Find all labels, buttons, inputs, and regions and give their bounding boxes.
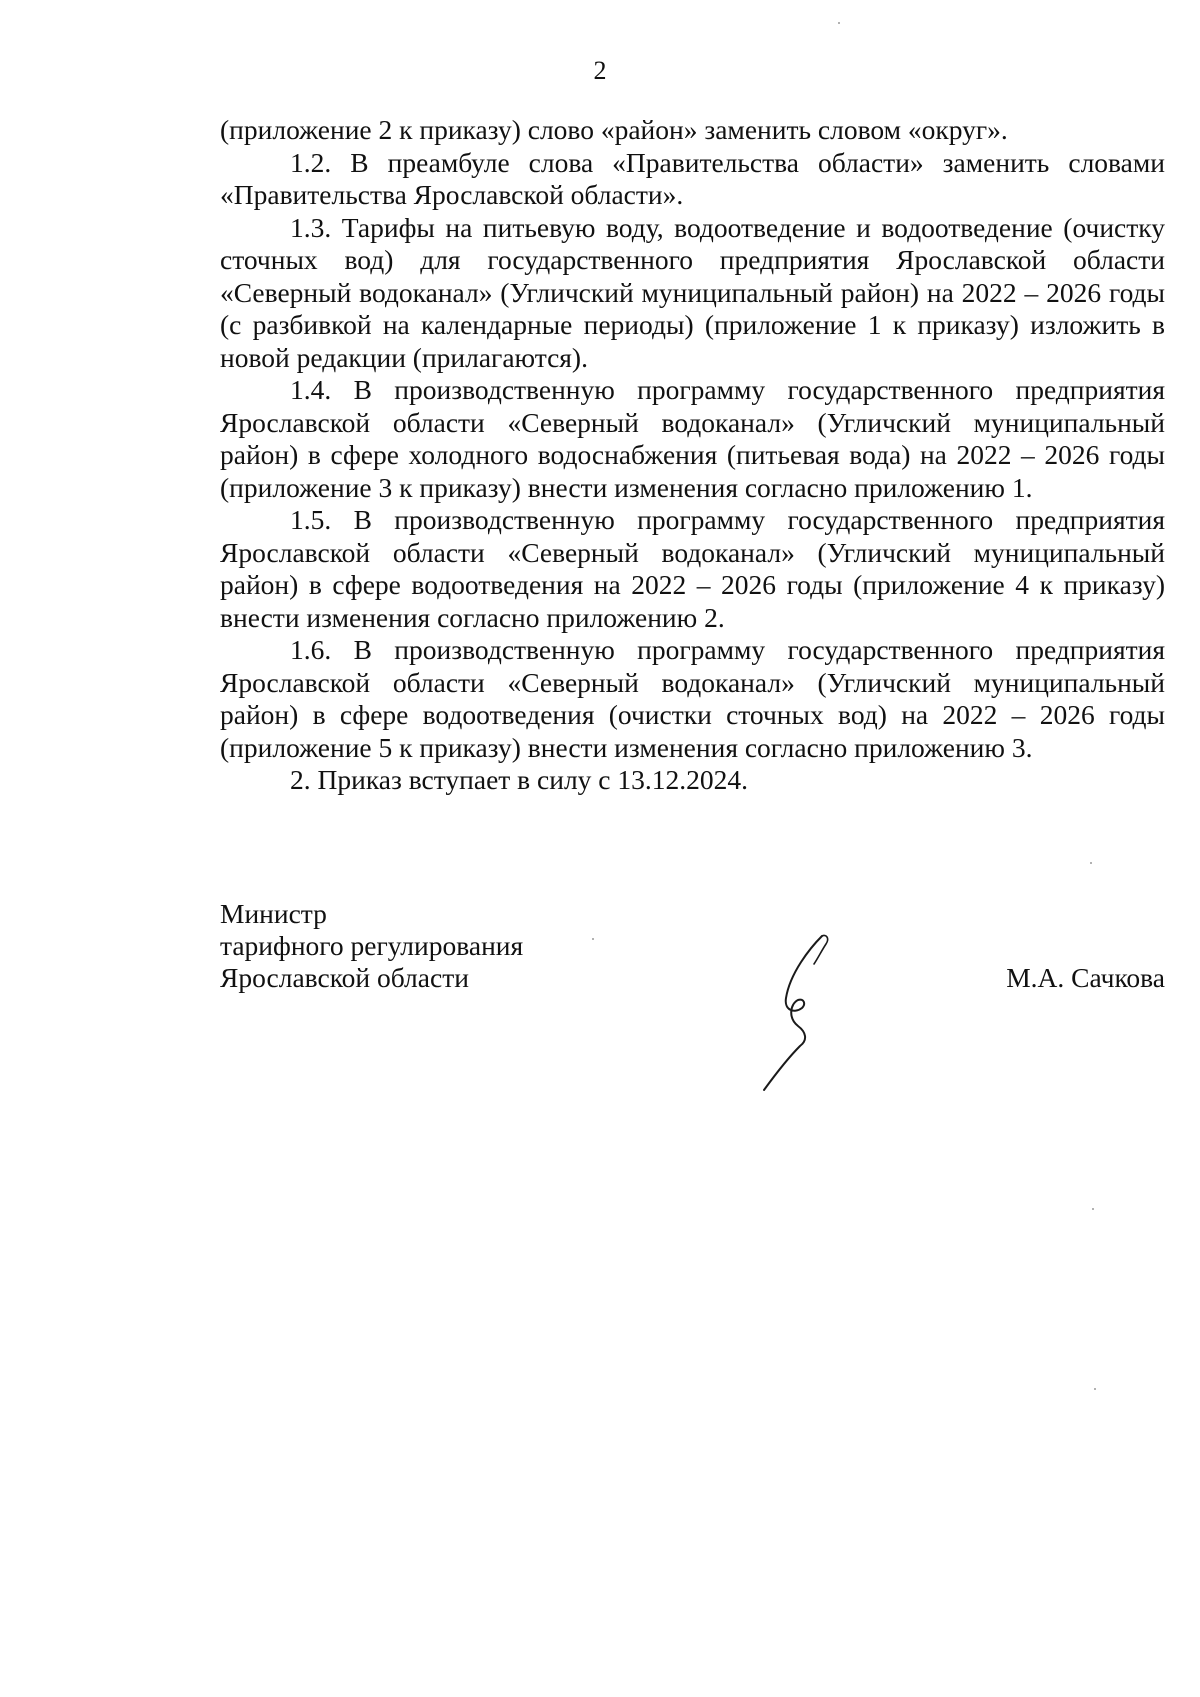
paragraph-1-3: 1.3. Тарифы на питьевую воду, водоотведение и водоотведение (очистку сточных вод) для государственного предприятия Ярославской области «Северный водоканал» (Угличский муниципальный район) на 2022 – 2026 годы (с разбивкой на календарные периоды) (приложение 1 к приказу) изложить в новой редакции (прилагаются). bbox=[220, 211, 1165, 373]
scan-speck bbox=[1090, 862, 1092, 864]
paragraph-2: 2. Приказ вступает в силу с 13.12.2024. bbox=[290, 764, 749, 795]
paragraph-1-4: 1.4. В производственную программу государственного предприятия Ярославской области «Северный водоканал» (Угличский муниципальный район) в сфере холодного водоснабжения (питьевая вода) на 2022 – 2026 годы (приложение 3 к приказу) внести изменения согласно приложению 1. bbox=[220, 374, 1165, 503]
signer-name: М.А. Сачкова bbox=[1006, 962, 1165, 993]
scan-speck bbox=[592, 938, 594, 940]
page-number: 2 bbox=[593, 56, 607, 85]
scan-speck bbox=[1094, 1388, 1096, 1390]
signature-block bbox=[220, 898, 1165, 1098]
signer-title-line: тарифного регулирования bbox=[220, 930, 524, 961]
scan-speck bbox=[1092, 1208, 1094, 1210]
paragraph-1-6: 1.6. В производственную программу государственного предприятия Ярославской области «Северный водоканал» (Угличский муниципальный район) в сфере водоотведения (очистки сточных вод) на 2022 – 2026 годы (приложение 5 к приказу) внести изменения согласно приложению 3. bbox=[220, 634, 1165, 763]
signer-title-line: Ярославской области bbox=[220, 962, 469, 993]
paragraph-continuation: (приложение 2 к приказу) слово «район» заменить словом «округ». bbox=[220, 114, 1008, 145]
handwritten-signature bbox=[760, 928, 880, 1098]
paragraph-1-5: 1.5. В производственную программу государственного предприятия Ярославской области «Северный водоканал» (Угличский муниципальный район) в сфере водоотведения на 2022 – 2026 годы (приложение 4 к приказу) внести изменения согласно приложению 2. bbox=[220, 504, 1165, 633]
signer-title-line: Министр bbox=[220, 898, 327, 929]
paragraph-1-2: 1.2. В преамбуле слова «Правительства области» заменить словами «Правительства Ярославской области». bbox=[220, 146, 1165, 210]
scan-speck bbox=[838, 22, 840, 24]
document-body bbox=[220, 114, 1165, 797]
signer-title bbox=[220, 898, 523, 994]
